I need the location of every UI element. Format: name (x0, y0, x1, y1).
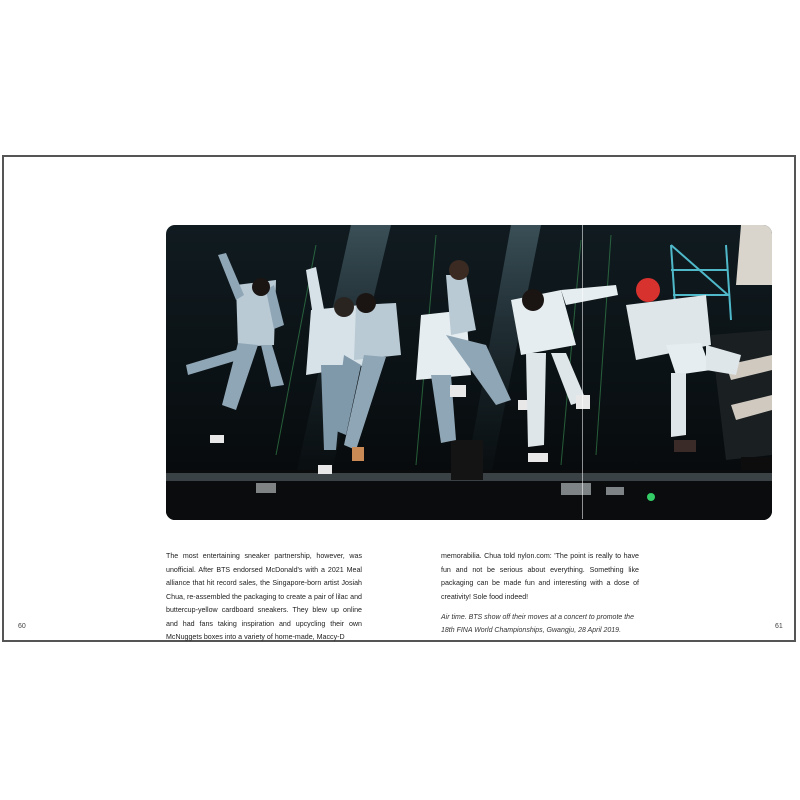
page-gutter (582, 225, 583, 519)
concert-photo-illustration (166, 225, 772, 520)
stage-screen (736, 225, 772, 285)
green-light (647, 493, 655, 501)
book-spread (2, 155, 796, 642)
page-number-right: 61 (775, 623, 783, 630)
photo-caption: Air time. BTS show off their moves at a concert to promote the 18th FINA World Championships, Gwangju, 28 April 2019. (441, 614, 634, 634)
page-number-left: 60 (18, 623, 26, 630)
body-text-right: memorabilia. Chua told nylon.com: 'The point is really to have fun and not be serious about everything. Something like packaging can be made fun and interesting with a dose of creativity! Sole food indeed! (441, 552, 639, 601)
concert-photo (166, 225, 772, 520)
body-text-left: The most entertaining sneaker partnership, however, was unofficial. After BTS endorsed McDonald's with a 2021 Meal alliance that hit record sales, the Singapore-born artist Josiah Chua, re-assembled the packaging to create a pair of lilac and buttercup-yellow cardboard sneakers. They blew up online and had fans taking inspiration and upcycling their own McNuggets boxes into a variety of home-made, Maccy-D (166, 552, 362, 642)
stage-monitor (451, 440, 483, 480)
